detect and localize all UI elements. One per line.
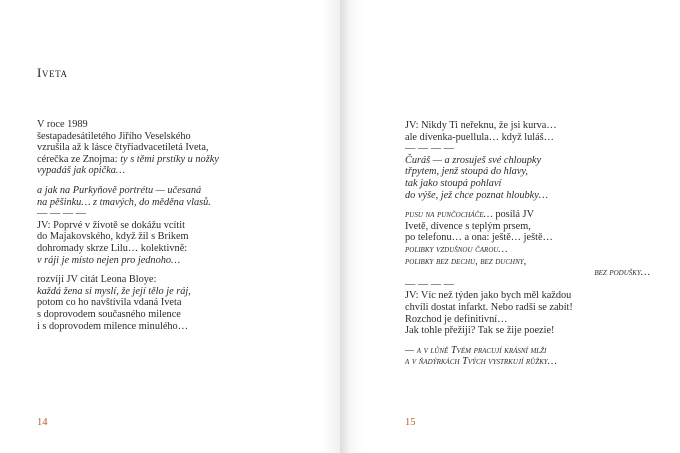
- poem-line: vypadáš jak opička…: [37, 165, 126, 177]
- poem-line: Ivetě, dívence s teplým prsem,: [405, 220, 531, 232]
- poem-line: Rozchod je definitivní…: [405, 313, 508, 325]
- poem-line: chvíli dostat infarkt. Nebo radši se zabít!: [405, 301, 573, 313]
- poem-line: každá žena si myslí, že její tělo je ráj,: [37, 285, 191, 297]
- poem-line: po telefonu… a ona: ještě… ještě…: [405, 232, 553, 244]
- poem-line: — — — —: [37, 208, 86, 220]
- poem-line: pusu na punčocháče… posílá JV: [405, 209, 535, 221]
- stanza-gap: [405, 201, 650, 209]
- poem-line: — — — —: [405, 143, 454, 155]
- poem-line: do Majakovského, když žil s Brikem: [37, 231, 189, 243]
- poem-line: cérečka ze Znojma: ty s těmi prstíky u nožky: [37, 153, 219, 165]
- stanza-gap: [37, 177, 219, 185]
- poem-line: s doprovodem současného milence: [37, 308, 181, 320]
- stanza-gap: [405, 337, 650, 345]
- poem-line: na pěšinku… z tmavých, do měděna vlasů.: [37, 196, 211, 208]
- poem-line: bez podušky…: [594, 267, 650, 279]
- right-page: [340, 0, 680, 453]
- poem-line: JV: Poprvé v životě se dokážu vcítit: [37, 219, 185, 231]
- page-number-left: 14: [37, 417, 48, 428]
- poem-line: ale dívenka-puellula… když luláš…: [405, 131, 554, 143]
- poem-line: Jak tohle přežiji? Tak se žije poezie!: [405, 325, 555, 337]
- poem-line: — — — —: [405, 278, 454, 290]
- poem-line: v ráji je místo nejen pro jednoho…: [37, 254, 181, 266]
- poem-line: a v ňadýrkách Tvých vystrkují růžky…: [405, 356, 557, 368]
- poem-line: JV: Víc než týden jako bych měl každou: [405, 290, 572, 302]
- left-poem-text: [37, 119, 219, 332]
- stanza-gap: [37, 266, 219, 274]
- poem-line: a jak na Purkyňově portrétu — učesaná: [37, 184, 202, 196]
- page-number-right: 15: [405, 417, 416, 428]
- poem-title: Iveta: [37, 65, 68, 80]
- poem-line: Čuráš — a zrosuješ své chloupky: [405, 154, 542, 166]
- poem-line: — a v lůně Tvém pracují krásní mlži: [405, 344, 547, 356]
- poem-line: tak jako stoupá pohlaví: [405, 177, 502, 189]
- poem-line: rozvíjí JV citát Leona Bloye:: [37, 274, 157, 286]
- poem-line: třpytem, jenž stoupá do hlavy,: [405, 166, 528, 178]
- poem-line: polibky vzdušnou čarou…: [405, 243, 508, 255]
- right-poem-text: [405, 120, 650, 368]
- poem-line: V roce 1989: [37, 119, 88, 130]
- poem-line: polibky bez dechu, bez duchny,: [405, 255, 527, 267]
- poem-line: i s doprovodem milence minulého…: [37, 320, 188, 332]
- poem-line: vzrušila až k lásce čtyřiadvacetiletá Iveta,: [37, 142, 209, 154]
- poem-line: do výše, jež chce poznat hloubky…: [405, 189, 548, 201]
- poem-line: dohromady skrze Lilu… kolektivně:: [37, 242, 188, 254]
- poem-line: šestapadesátiletého Jiřího Veselského: [37, 130, 191, 142]
- poem-line: JV: Nikdy Ti neřeknu, že jsi kurva…: [405, 120, 557, 131]
- poem-line: potom co ho navštívila vdaná Iveta: [37, 297, 182, 309]
